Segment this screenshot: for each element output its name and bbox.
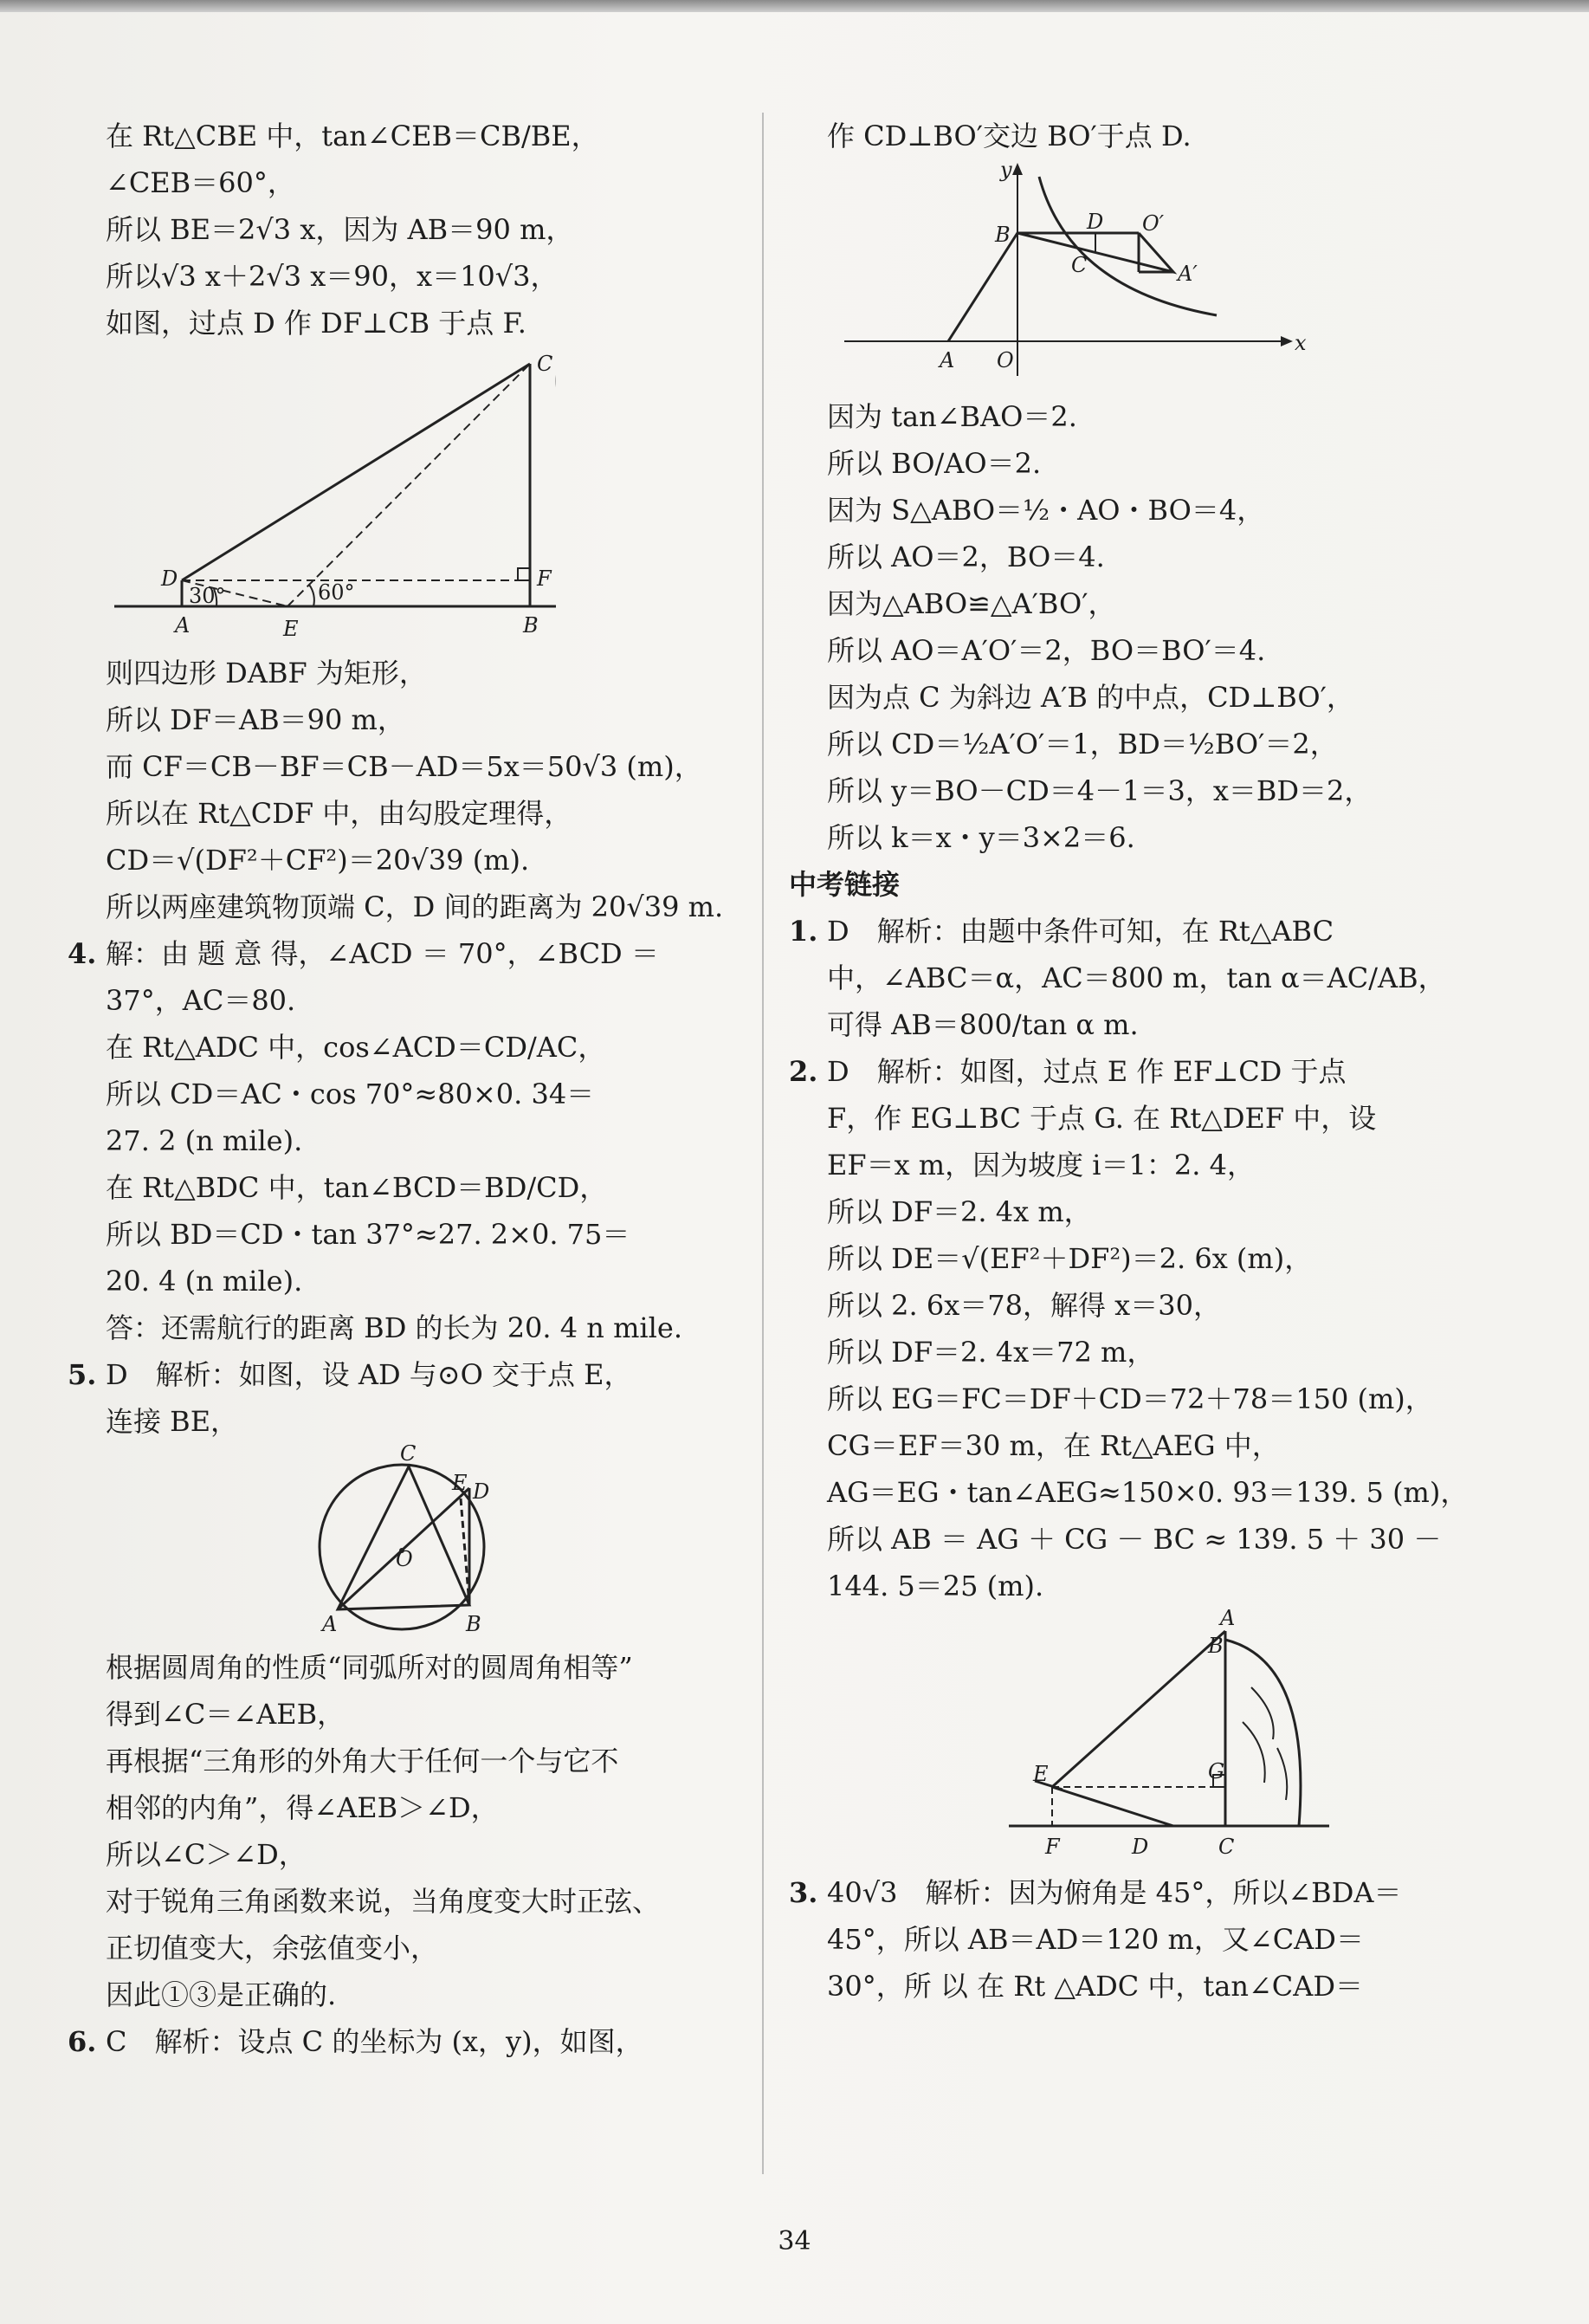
label-c: C	[400, 1445, 417, 1466]
label-o-prime: O′	[1142, 211, 1165, 236]
label-30: 30°	[189, 584, 226, 608]
text-line: 对于锐角三角函数来说，当角度变大时正弦、	[106, 1885, 661, 1918]
label-d: D	[473, 1479, 490, 1504]
text-line: 37°，AC＝80.	[106, 984, 296, 1017]
text-line: EF＝x m，因为坡度 i＝1：2. 4，	[827, 1149, 1255, 1181]
text-line: 所以在 Rt△CDF 中，由勾股定理得，	[106, 797, 572, 830]
text-line: 20. 4 (n mile).	[106, 1265, 303, 1298]
text-line: 而 CF＝CB－BF＝CB－AD＝5x＝50√3 (m)，	[106, 750, 702, 783]
text-line: 40√3 解析：因为俯角是 45°，所以∠BDA＝	[827, 1876, 1402, 1909]
text-line: 如图，过点 D 作 DF⊥CB 于点 F.	[106, 307, 526, 340]
text-line: D 解析：如图，过点 E 作 EF⊥CD 于点	[827, 1055, 1347, 1088]
text-line: 则四边形 DABF 为矩形，	[106, 657, 427, 689]
text-line: D 解析：由题中条件可知，在 Rt△ABC	[827, 915, 1334, 948]
question-number: 2.	[789, 1055, 818, 1088]
text-line: 所以 BO/AO＝2.	[827, 447, 1042, 480]
label-60: 60°	[318, 580, 355, 605]
text-line: F，作 EG⊥BC 于点 G. 在 Rt△DEF 中，设	[827, 1102, 1377, 1135]
text-line: 所以 DE＝√(EF²＋DF²)＝2. 6x (m)，	[827, 1242, 1313, 1275]
text-line: 144. 5＝25 (m).	[827, 1570, 1044, 1602]
text-line: 因为 tan∠BAO＝2.	[827, 400, 1077, 433]
text-line: CD＝√(DF²＋CF²)＝20√39 (m).	[106, 844, 530, 877]
text-line: 所以 BD＝CD・tan 37°≈27. 2×0. 75＝	[106, 1218, 630, 1251]
text-line: 所以 AO＝2，BO＝4.	[827, 541, 1105, 573]
label-a: A	[940, 348, 955, 372]
label-d: D	[161, 566, 178, 591]
building-figure	[106, 346, 556, 650]
text-line: ∠CEB＝60°，	[106, 166, 295, 199]
text-line: 因此①③是正确的.	[106, 1978, 337, 2011]
text-line: 根据圆周角的性质“同弧所对的圆周角相等”	[106, 1651, 633, 1684]
question-number: 1.	[789, 915, 818, 948]
label-x: x	[1295, 331, 1307, 355]
right-column	[789, 113, 1469, 2010]
label-a-prime: A′	[1178, 262, 1198, 286]
text-line: 因为 S△ABO＝½・AO・BO＝4，	[827, 494, 1265, 527]
text-line: 因为点 C 为斜边 A′B 的中点，CD⊥BO′，	[827, 681, 1354, 714]
text-line: 30°，所 以 在 Rt △ADC 中，tan∠CAD＝	[827, 1970, 1364, 2003]
label-a: A	[1220, 1609, 1236, 1630]
label-c: C	[1071, 253, 1088, 277]
text-line: 所以 BE＝2√3 x，因为 AB＝90 m，	[106, 213, 574, 246]
text-line: 相邻的内角”，得∠AEB＞∠D，	[106, 1791, 499, 1824]
text-line: 答：还需航行的距离 BD 的长为 20. 4 n mile.	[106, 1311, 682, 1344]
text-line: 可得 AB＝800/tan α m.	[827, 1008, 1139, 1041]
text-line: 所以 k＝x・y＝3×2＝6.	[827, 821, 1135, 854]
text-line: 连接 BE，	[106, 1405, 239, 1438]
label-c: C	[1218, 1835, 1235, 1859]
text-line: 中，∠ABC＝α，AC＝800 m，tan α＝AC/AB，	[827, 961, 1446, 994]
text-line: 所以两座建筑物顶端 C，D 间的距离为 20√39 m.	[106, 890, 724, 923]
label-c: C	[537, 352, 553, 376]
text-line: D 解析：如图，设 AD 与⊙O 交于点 E，	[106, 1358, 632, 1391]
text-line: 所以 DF＝2. 4x m，	[827, 1195, 1092, 1228]
text-line: 27. 2 (n mile).	[106, 1124, 303, 1157]
text-line: 所以 DF＝2. 4x＝72 m，	[827, 1336, 1155, 1369]
circle-figure	[106, 1445, 625, 1644]
text-line: 所以√3 x＋2√3 x＝90，x＝10√3，	[106, 260, 559, 293]
text-line: 在 Rt△CBE 中，tan∠CEB＝CB/BE，	[106, 120, 599, 152]
text-line: 作 CD⊥BO′交边 BO′于点 D.	[827, 120, 1192, 152]
label-y: y	[1000, 159, 1012, 182]
line-ec	[287, 364, 530, 606]
section-heading: 中考链接	[789, 868, 901, 901]
text-line: 45°，所以 AB＝AD＝120 m，又∠CAD＝	[827, 1923, 1364, 1956]
text-line: 解：由 题 意 得，∠ACD ＝ 70°，∠BCD ＝	[106, 937, 659, 970]
question-number: 6.	[68, 2025, 97, 2058]
text-line: AG＝EG・tan∠AEG≈150×0. 93＝139. 5 (m)，	[827, 1476, 1469, 1509]
text-line: 所以 DF＝AB＝90 m，	[106, 703, 405, 736]
text-line: 所以 EG＝FC＝DF＋CD＝72＋78＝150 (m)，	[827, 1382, 1433, 1415]
label-d: D	[1087, 210, 1104, 234]
text-line: 所以 AO＝A′O′＝2，BO＝BO′＝4.	[827, 634, 1266, 667]
label-d: D	[1132, 1835, 1149, 1859]
text-line: 所以 AB ＝ AG ＋ CG － BC ≈ 139. 5 ＋ 30 －	[827, 1523, 1442, 1556]
label-o: O	[396, 1547, 413, 1571]
label-b: B	[995, 223, 1011, 247]
text-line: 所以∠C＞∠D，	[106, 1838, 307, 1871]
label-o: O	[997, 348, 1014, 372]
text-line: 因为△ABO≌△A′BO′，	[827, 587, 1116, 620]
coordinate-figure	[827, 159, 1312, 393]
question-number: 3.	[789, 1876, 818, 1909]
label-b: B	[1208, 1634, 1224, 1658]
column-divider	[762, 113, 764, 2174]
label-e: E	[283, 617, 299, 641]
text-line: 正切值变大，余弦值变小，	[106, 1932, 439, 1965]
question-number: 4.	[68, 937, 97, 970]
text-line: 所以 y＝BO－CD＝4－1＝3，x＝BD＝2，	[827, 774, 1373, 807]
label-b: B	[523, 613, 539, 638]
label-f: F	[1045, 1835, 1060, 1859]
slope-figure	[827, 1609, 1347, 1869]
text-line: 所以 2. 6x＝78，解得 x＝30，	[827, 1289, 1221, 1322]
left-column	[68, 113, 729, 2065]
text-line: 得到∠C＝∠AEB，	[106, 1698, 346, 1731]
text-line: 所以 CD＝½A′O′＝1，BD＝½BO′＝2，	[827, 728, 1338, 761]
label-a: A	[175, 613, 191, 638]
question-number: 5.	[68, 1358, 97, 1391]
text-line: CG＝EF＝30 m，在 Rt△AEG 中，	[827, 1429, 1280, 1462]
label-b: B	[466, 1612, 481, 1636]
text-line: 所以 CD＝AC・cos 70°≈80×0. 34＝	[106, 1078, 595, 1110]
label-f: F	[537, 566, 552, 591]
top-border	[0, 0, 1589, 12]
label-e: E	[1033, 1762, 1049, 1786]
text-line: 在 Rt△BDC 中，tan∠BCD＝BD/CD，	[106, 1171, 608, 1204]
label-e: E	[452, 1471, 468, 1495]
text-line: 在 Rt△ADC 中，cos∠ACD＝CD/AC，	[106, 1031, 606, 1064]
label-a: A	[322, 1612, 338, 1636]
page-number: 34	[778, 2226, 811, 2256]
text-line: 再根据“三角形的外角大于任何一个与它不	[106, 1745, 619, 1777]
line-dc	[182, 364, 530, 580]
text-line: C 解析：设点 C 的坐标为 (x，y)，如图，	[106, 2025, 643, 2058]
label-g: G	[1208, 1759, 1225, 1783]
